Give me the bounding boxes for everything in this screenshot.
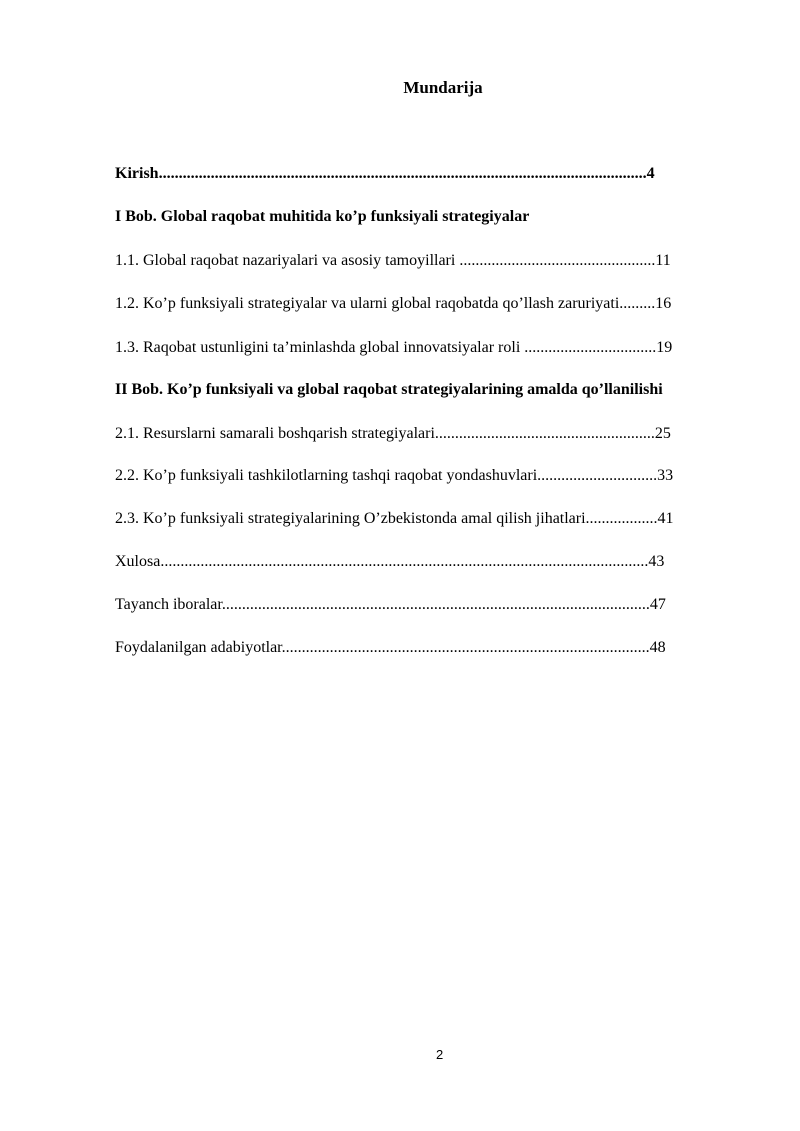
page-title: Mundarija — [403, 78, 483, 97]
toc-entry-1-2: 1.2. Ko’p funksiyali strategiyalar va ularni global raqobatda qo’llash zaruriyati.........16 — [115, 295, 672, 312]
toc-entry-conclusion: Xulosa..........................................................................................................................43 — [115, 553, 665, 570]
toc-entry-2-1: 2.1. Resurslarni samarali boshqarish strategiyalari.......................................................25 — [115, 425, 671, 442]
toc-chapter-1-heading: I Bob. Global raqobat muhitida ko’p funksiyali strategiyalar — [115, 208, 530, 225]
toc-entry-key-terms: Tayanch iboralar...........................................................................................................47 — [115, 596, 666, 613]
toc-chapter-2-heading: II Bob. Ko’p funksiyali va global raqobat strategiyalarining amalda qo’llanilishi — [115, 381, 663, 398]
page-number: 2 — [436, 1047, 444, 1062]
toc-entry-2-3: 2.3. Ko’p funksiyali strategiyalarining O’zbekistonda amal qilish jihatlari..................41 — [115, 510, 674, 527]
toc-entry-references: Foydalanilgan adabiyotlar............................................................................................48 — [115, 639, 666, 656]
toc-entry-2-2: 2.2. Ko’p funksiyali tashkilotlarning tashqi raqobat yondashuvlari..............................33 — [115, 467, 674, 484]
toc-entry-1-1: 1.1. Global raqobat nazariyalari va asosiy tamoyillari .................................................11 — [115, 252, 671, 269]
toc-entry-1-3: 1.3. Raqobat ustunligini ta’minlashda global innovatsiyalar roli .................................19 — [115, 339, 673, 356]
toc-entry-introduction: Kirish..........................................................................................................................4 — [115, 165, 655, 182]
